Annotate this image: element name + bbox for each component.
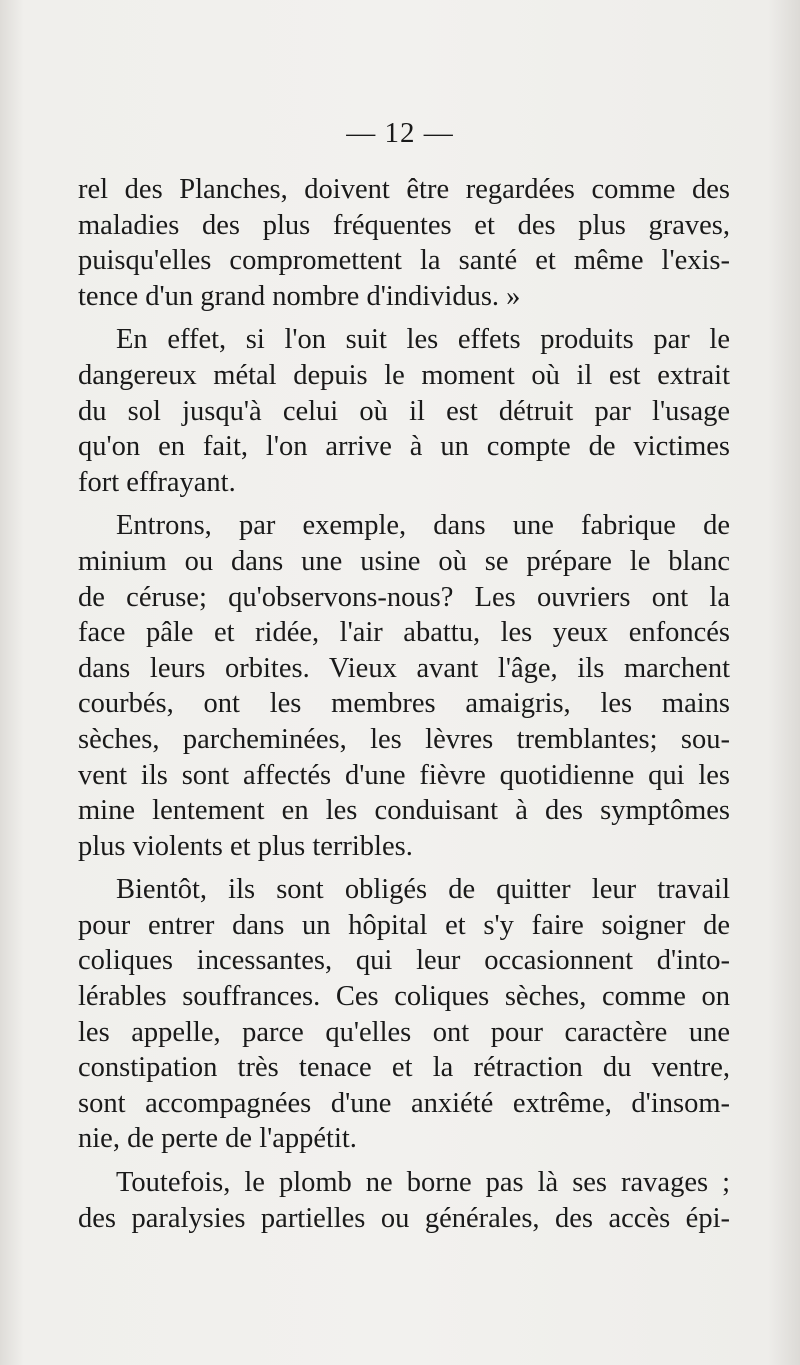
text-line: plus violents et plus terribles. <box>78 830 413 862</box>
paragraph-3 <box>78 508 730 864</box>
text-line: minium ou dans une usine où se prépare le blanc <box>78 545 730 577</box>
text-line: maladies des plus fréquentes et des plus graves, <box>78 209 730 241</box>
text-line: rel des Planches, doivent être regardées comme des <box>78 174 730 205</box>
paragraph-5 <box>78 1165 730 1236</box>
text-line: de céruse; qu'observons-nous? Les ouvriers ont la <box>78 581 730 613</box>
text-line: dans leurs orbites. Vieux avant l'âge, ils marchent <box>78 652 730 684</box>
text-line: sont accompagnées d'une anxiété extrême, d'insom- <box>78 1087 730 1119</box>
text-line: En effet, si l'on suit les effets produits par le <box>116 324 730 356</box>
text-line: pour entrer dans un hôpital et s'y faire soigner de <box>78 909 730 941</box>
text-line: coliques incessantes, qui leur occasionnent d'into- <box>78 945 730 977</box>
text-line: puisqu'elles compromettent la santé et même l'exis- <box>78 245 730 277</box>
text-line: fort effrayant. <box>78 466 236 498</box>
text-line: qu'on en fait, l'on arrive à un compte de victimes <box>78 431 730 463</box>
text-line: nie, de perte de l'appétit. <box>78 1123 357 1155</box>
text-line: dangereux métal depuis le moment où il est extrait <box>78 359 730 391</box>
body-text <box>78 172 730 1236</box>
text-line: courbés, ont les membres amaigris, les mains <box>78 688 730 720</box>
text-line: Toutefois, le plomb ne borne pas là ses ravages ; <box>116 1167 730 1199</box>
paragraph-4 <box>78 872 730 1157</box>
text-line: mine lentement en les conduisant à des symptômes <box>78 795 730 827</box>
text-line: Bientôt, ils sont obligés de quitter leur travail <box>116 874 730 906</box>
text-line: lérables souffrances. Ces coliques sèches, comme on <box>78 981 730 1013</box>
text-line: constipation très tenace et la rétraction du ventre, <box>78 1052 730 1084</box>
text-line: Entrons, par exemple, dans une fabrique de <box>116 510 730 542</box>
page-number: — 12 — <box>346 117 454 149</box>
paragraph-2 <box>78 322 730 500</box>
text-line: du sol jusqu'à celui où il est détruit par l'usage <box>78 395 730 427</box>
text-line: vent ils sont affectés d'une fièvre quotidienne qui les <box>78 759 730 791</box>
text-line: face pâle et ridée, l'air abattu, les yeux enfoncés <box>78 617 730 649</box>
paragraph-1 <box>78 172 730 314</box>
text-line: sèches, parcheminées, les lèvres tremblantes; sou- <box>78 723 730 755</box>
text-line: tence d'un grand nombre d'individus. » <box>78 280 521 312</box>
text-line: les appelle, parce qu'elles ont pour caractère une <box>78 1016 730 1048</box>
text-line: des paralysies partielles ou générales, des accès épi- <box>78 1202 730 1234</box>
